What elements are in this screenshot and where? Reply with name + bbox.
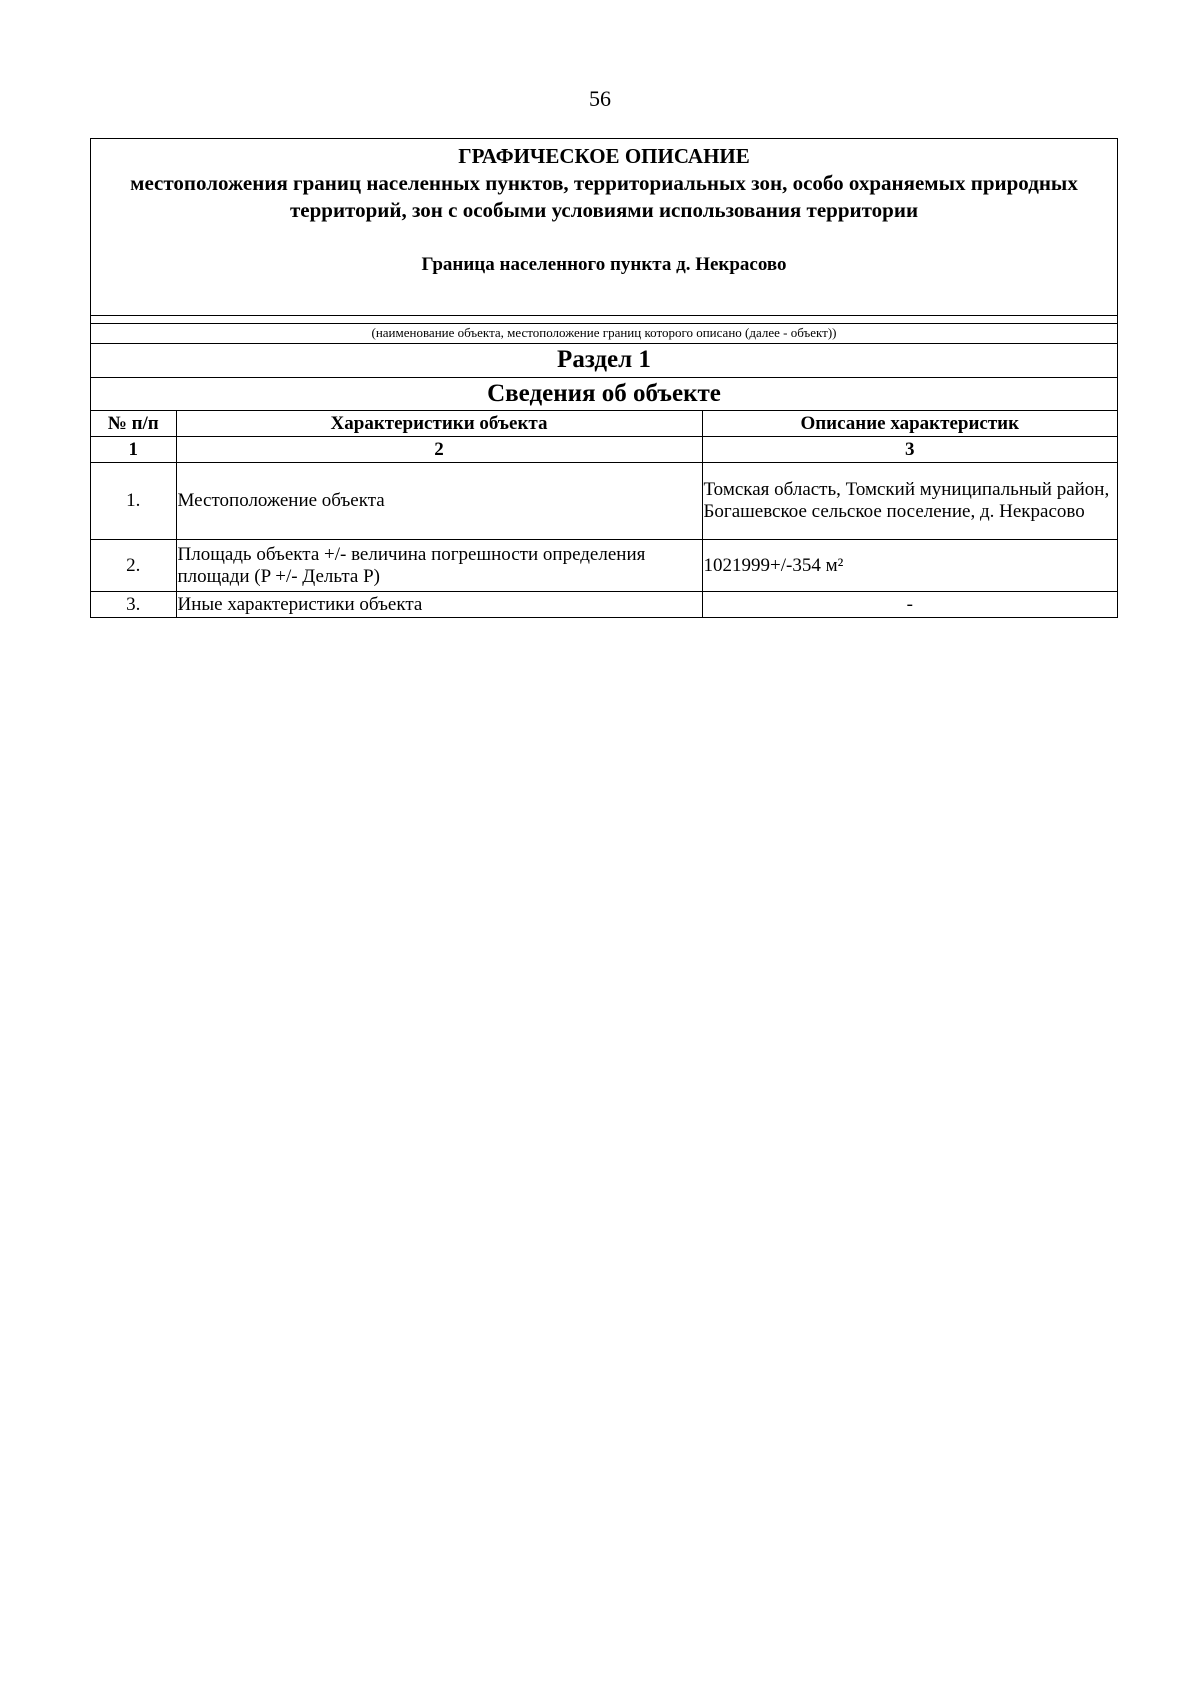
section-title: Сведения об объекте <box>91 378 1117 411</box>
document-title: ГРАФИЧЕСКОЕ ОПИСАНИЕ <box>458 144 750 168</box>
object-caption: (наименование объекта, местоположение границ которого описано (далее - объект)) <box>91 324 1117 344</box>
header-cell-description: Описание характеристик <box>702 411 1117 437</box>
object-info-table <box>91 411 1117 617</box>
row-description: - <box>702 592 1117 618</box>
document-form <box>90 138 1118 618</box>
header-cell-number: № п/п <box>91 411 176 437</box>
page-number: 56 <box>589 86 611 111</box>
row-characteristic: Площадь объекта +/- величина погрешности определения площади (P +/- Дельта P) <box>176 540 702 592</box>
row-description: Томская область, Томский муниципальный район, Богашевское сельское поселение, д. Некрасово <box>702 463 1117 540</box>
index-cell: 2 <box>176 437 702 463</box>
table-header-row <box>91 411 1117 437</box>
table-row <box>91 592 1117 618</box>
row-description: 1021999+/-354 м² <box>702 540 1117 592</box>
table-row <box>91 463 1117 540</box>
row-characteristic: Иные характеристики объекта <box>176 592 702 618</box>
separator-row <box>91 316 1117 324</box>
row-number: 1. <box>91 463 176 540</box>
document-subtitle: местоположения границ населенных пунктов, территориальных зон, особо охраняемых природных территорий, зон с особыми условиями использования территории <box>130 171 1078 222</box>
row-number: 2. <box>91 540 176 592</box>
table-index-row <box>91 437 1117 463</box>
index-cell: 3 <box>702 437 1117 463</box>
document-header <box>91 139 1117 316</box>
row-characteristic: Местоположение объекта <box>176 463 702 540</box>
index-cell: 1 <box>91 437 176 463</box>
row-number: 3. <box>91 592 176 618</box>
object-name: Граница населенного пункта д. Некрасово <box>421 254 787 275</box>
header-cell-characteristic: Характеристики объекта <box>176 411 702 437</box>
table-row <box>91 540 1117 592</box>
section-number: Раздел 1 <box>91 344 1117 378</box>
